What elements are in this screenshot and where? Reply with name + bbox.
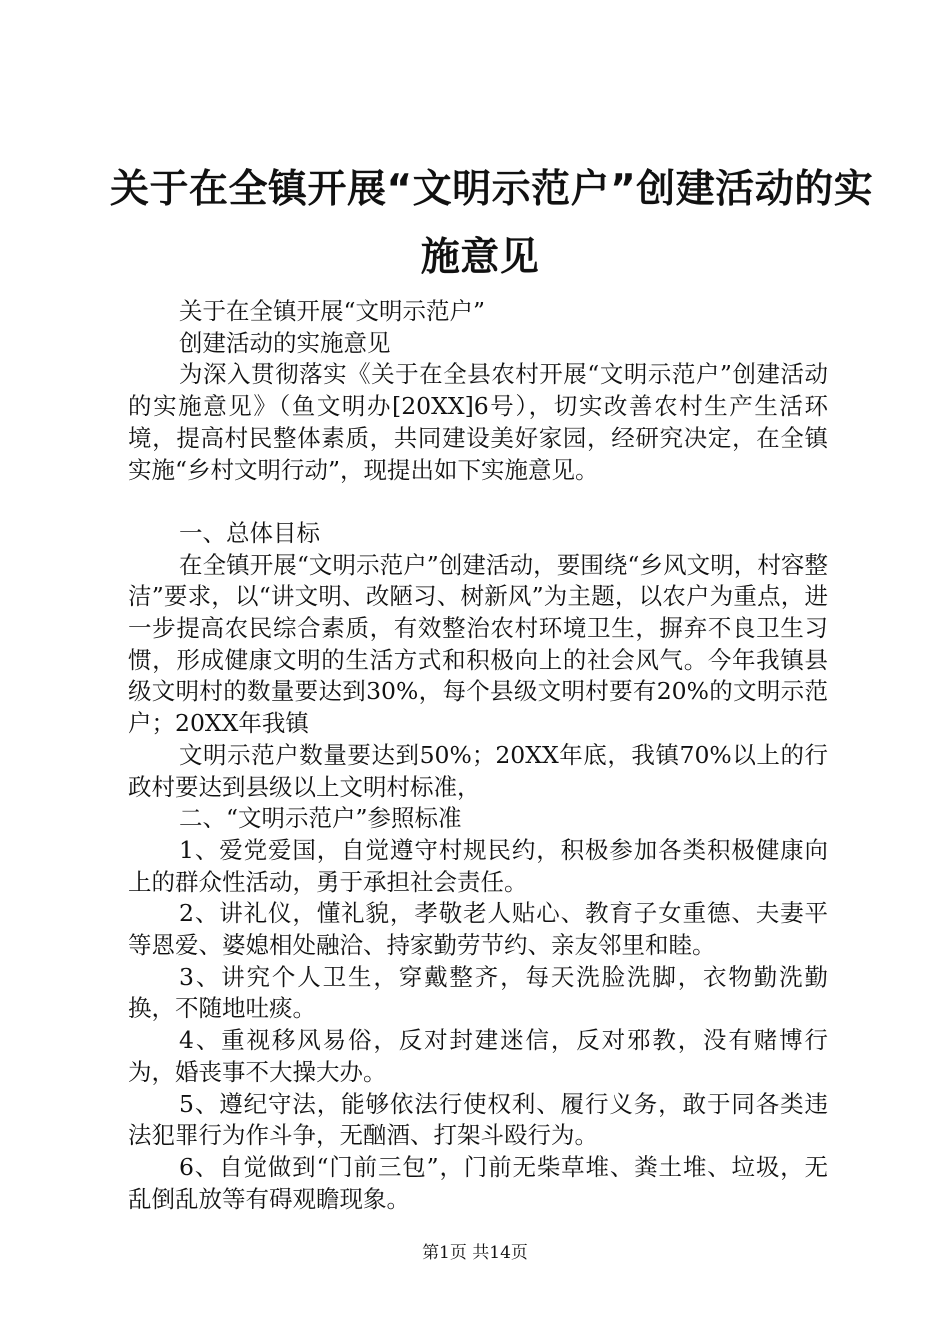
goals-paragraph-continued: 文明示范户数量要达到50%；20XX年底，我镇70%以上的行政村要达到县级以上文明村标准， [128, 740, 828, 801]
document-body [128, 296, 828, 1215]
standard-item-3: 3、讲究个人卫生，穿戴整齐，每天洗脸洗脚，衣物勤洗勤换，不随地吐痰。 [128, 962, 828, 1023]
title-line-1: 关于在全镇开展“文明示范户”创建活动的实 [110, 167, 874, 212]
document-title [110, 156, 874, 292]
paragraph-gap [128, 486, 828, 518]
standard-item-6: 6、自觉做到“门前三包”，门前无柴草堆、粪土堆、垃圾，无乱倒乱放等有碍观瞻现象。 [128, 1152, 828, 1213]
section-heading-goals: 一、总体目标 [179, 518, 320, 547]
subtitle-line-2: 创建活动的实施意见 [179, 328, 391, 357]
page-footer: 第1页 共14页 [422, 1243, 528, 1263]
standard-item-4: 4、重视移风易俗，反对封建迷信，反对邪教，没有赌博行为，婚丧事不大操大办。 [128, 1026, 828, 1086]
subtitle-line-1: 关于在全镇开展“文明示范户” [179, 297, 486, 325]
title-line-2: 施意见 [420, 235, 540, 280]
standard-item-2: 2、讲礼仪，懂礼貌，孝敬老人贴心、教育子女重德、夫妻平等恩爱、婆媳相处融洽、持家勤劳节约、亲友邻里和睦。 [128, 899, 828, 960]
section-heading-standards: 二、“文明示范户”参照标准 [179, 804, 462, 833]
intro-paragraph: 为深入贯彻落实《关于在全县农村开展“文明示范户”创建活动的实施意见》（鱼文明办[20XX]6号），切实改善农村生产生活环境，提高村民整体素质，共同建设美好家园，经研究决定，在全镇实施“乡村文明行动”，现提出如下实施意见。 [128, 360, 828, 484]
standard-item-5: 5、遵纪守法，能够依法行使权利、履行义务，敢于同各类违法犯罪行为作斗争，无酗酒、打架斗殴行为。 [128, 1089, 828, 1150]
goals-paragraph: 在全镇开展“文明示范户”创建活动，要围绕“乡风文明，村容整洁”要求，以“讲文明、改陋习、树新风”为主题，以农户为重点，进一步提高农民综合素质，有效整治农村环境卫生，摒弃不良卫生习惯，形成健康文明的生活方式和积极向上的社会风气。今年我镇县级文明村的数量要达到30%，每个县级文明村要有20%的文明示范户；20XX年我镇 [128, 550, 828, 738]
standard-item-1: 1、爱党爱国，自觉遵守村规民约，积极参加各类积极健康向上的群众性活动，勇于承担社会责任。 [128, 835, 828, 896]
